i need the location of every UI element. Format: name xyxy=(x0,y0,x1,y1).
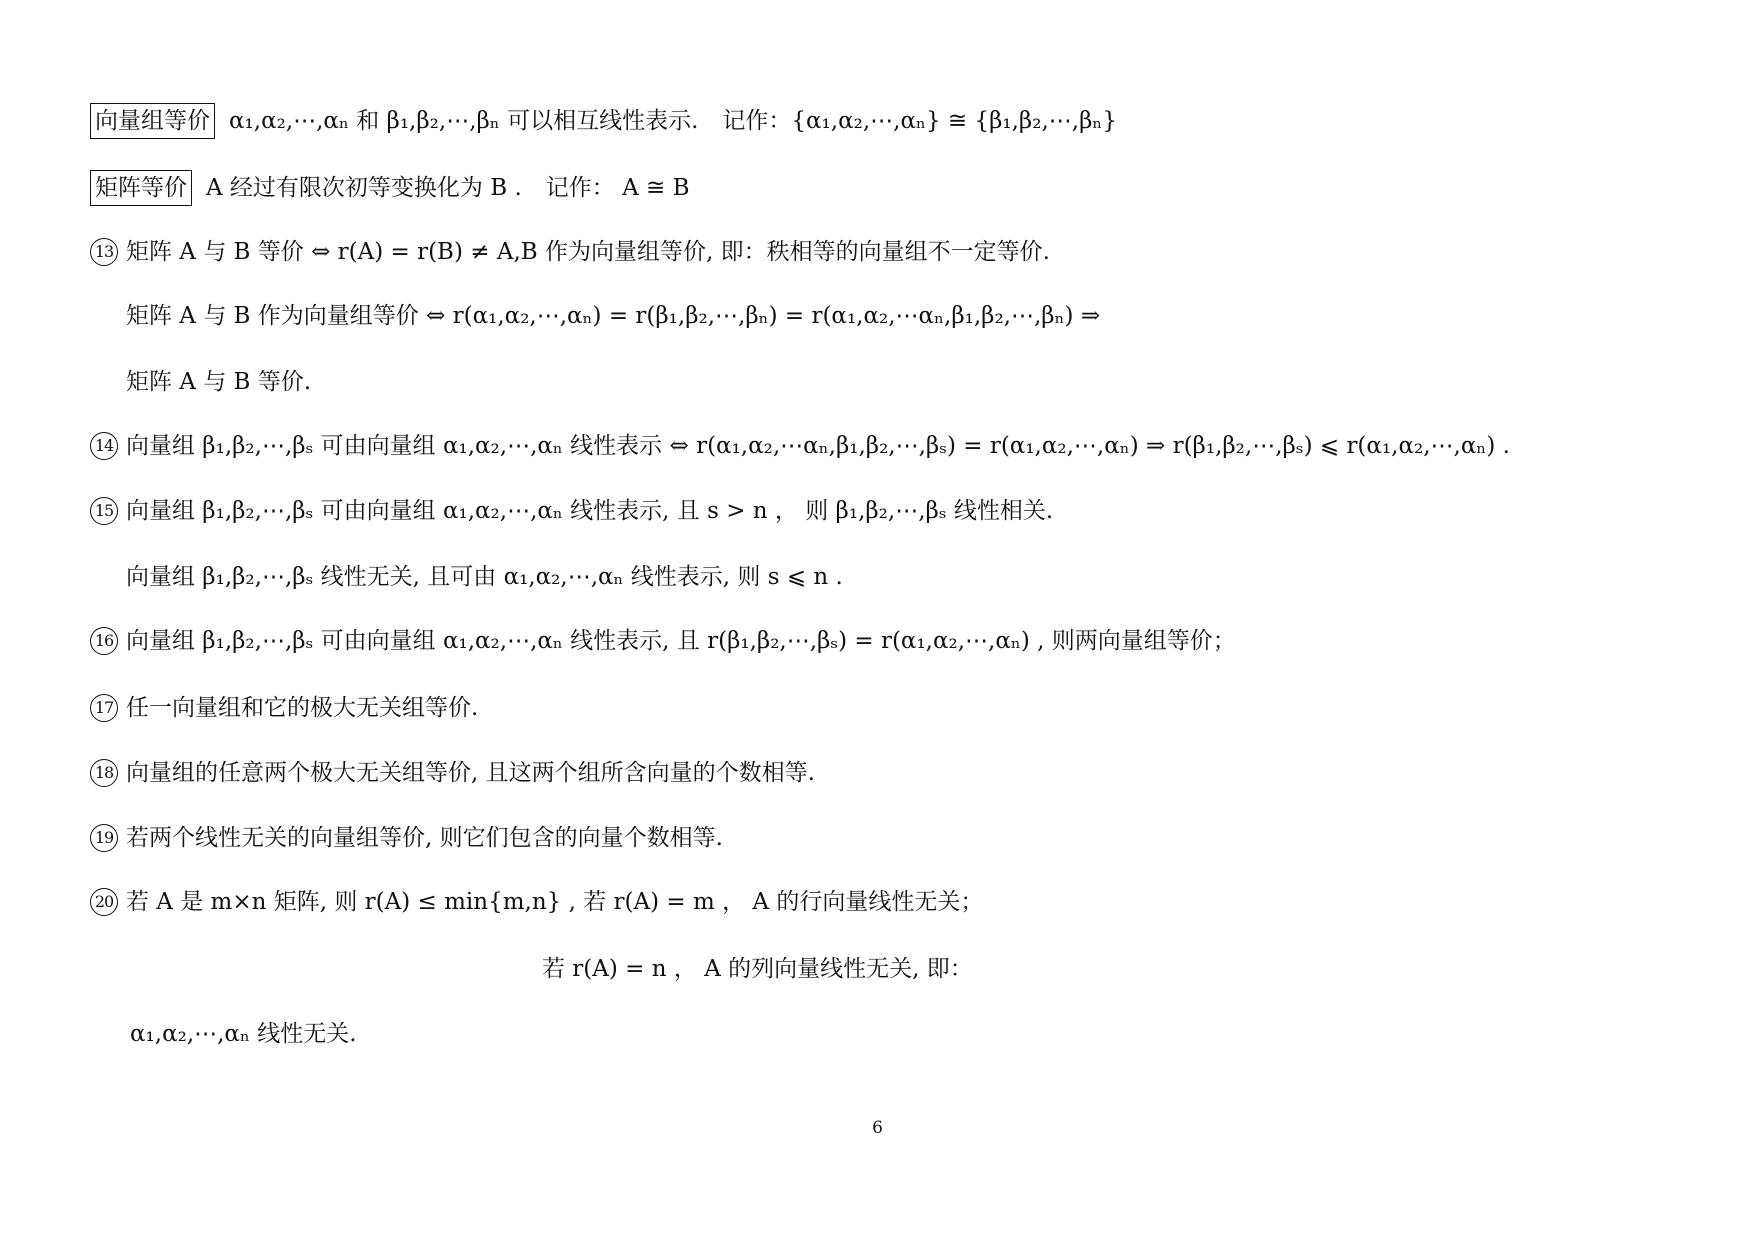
item-17-line-1: 17 任一向量组和它的极大无关组等价. xyxy=(90,692,478,724)
definition-notation: 记作：{α₁,α₂,⋯,αₙ} ≅ {β₁,β₂,⋯,βₙ} xyxy=(722,108,1117,134)
circled-number: 20 xyxy=(90,888,118,916)
item-13-line-2: 矩阵 A 与 B 作为向量组等价 ⇔ r(α₁,α₂,⋯,αₙ) = r(β₁,β₂,⋯,βₙ) = r(α₁,α₂,⋯αₙ,β₁,β₂,⋯,βₙ) ⇒ xyxy=(126,303,1101,329)
definition-notation: 记作： A ≅ B xyxy=(545,175,690,201)
item-13-line-1: 13 矩阵 A 与 B 等价 ⇔ r(A) = r(B) ≠ A,B 作为向量组等价, 即：秩相等的向量组不一定等价. xyxy=(90,236,1050,268)
item-20-line-1: 20 若 A 是 m×n 矩阵, 则 r(A) ≤ min{m,n} , 若 r(A) = m ， A 的行向量线性无关； xyxy=(90,886,983,918)
definition-text: α₁,α₂,⋯,αₙ 和 β₁,β₂,⋯,βₙ 可以相互线性表示. xyxy=(229,108,699,134)
item-13-line-3: 矩阵 A 与 B 等价. xyxy=(126,369,312,395)
boxed-term: 矩阵等价 xyxy=(90,170,192,206)
item-16-line-1: 16 向量组 β₁,β₂,⋯,βₛ 可由向量组 α₁,α₂,⋯,αₙ 线性表示, 且 r(β₁,β₂,⋯,βₛ) = r(α₁,α₂,⋯,αₙ) , 则两向量组等价； xyxy=(90,625,1236,657)
boxed-term: 向量组等价 xyxy=(90,103,215,139)
item-14-line-1: 14 向量组 β₁,β₂,⋯,βₛ 可由向量组 α₁,α₂,⋯,αₙ 线性表示 ⇔ r(α₁,α₂,⋯αₙ,β₁,β₂,⋯,βₛ) = r(α₁,α₂,⋯,αₙ) ⇒ r(β₁,β₂,⋯,βₛ) ⩽ r(α₁,α₂,⋯,αₙ) . xyxy=(90,430,1510,462)
circled-number: 19 xyxy=(90,824,118,852)
definition-matrix-equivalence xyxy=(90,170,689,206)
circled-number: 14 xyxy=(90,432,118,460)
item-15-line-2: 向量组 β₁,β₂,⋯,βₛ 线性无关, 且可由 α₁,α₂,⋯,αₙ 线性表示, 则 s ⩽ n . xyxy=(126,564,843,590)
circled-number: 17 xyxy=(90,694,118,722)
page-number: 6 xyxy=(872,1118,883,1138)
item-19-line-1: 19 若两个线性无关的向量组等价, 则它们包含的向量个数相等. xyxy=(90,822,723,854)
item-20-line-3: α₁,α₂,⋯,αₙ 线性无关. xyxy=(130,1021,357,1047)
circled-number: 15 xyxy=(90,497,118,525)
circled-number: 16 xyxy=(90,627,118,655)
item-18-line-1: 18 向量组的任意两个极大无关组等价, 且这两个组所含向量的个数相等. xyxy=(90,757,815,789)
definition-text: A 经过有限次初等变换化为 B . xyxy=(206,175,522,201)
circled-number: 18 xyxy=(90,759,118,787)
circled-number: 13 xyxy=(90,238,118,266)
definition-vector-group-equivalence xyxy=(90,103,1117,139)
item-20-line-2: 若 r(A) = n ， A 的列向量线性无关, 即： xyxy=(542,956,973,982)
item-15-line-1: 15 向量组 β₁,β₂,⋯,βₛ 可由向量组 α₁,α₂,⋯,αₙ 线性表示, 且 s > n ， 则 β₁,β₂,⋯,βₛ 线性相关. xyxy=(90,495,1053,527)
